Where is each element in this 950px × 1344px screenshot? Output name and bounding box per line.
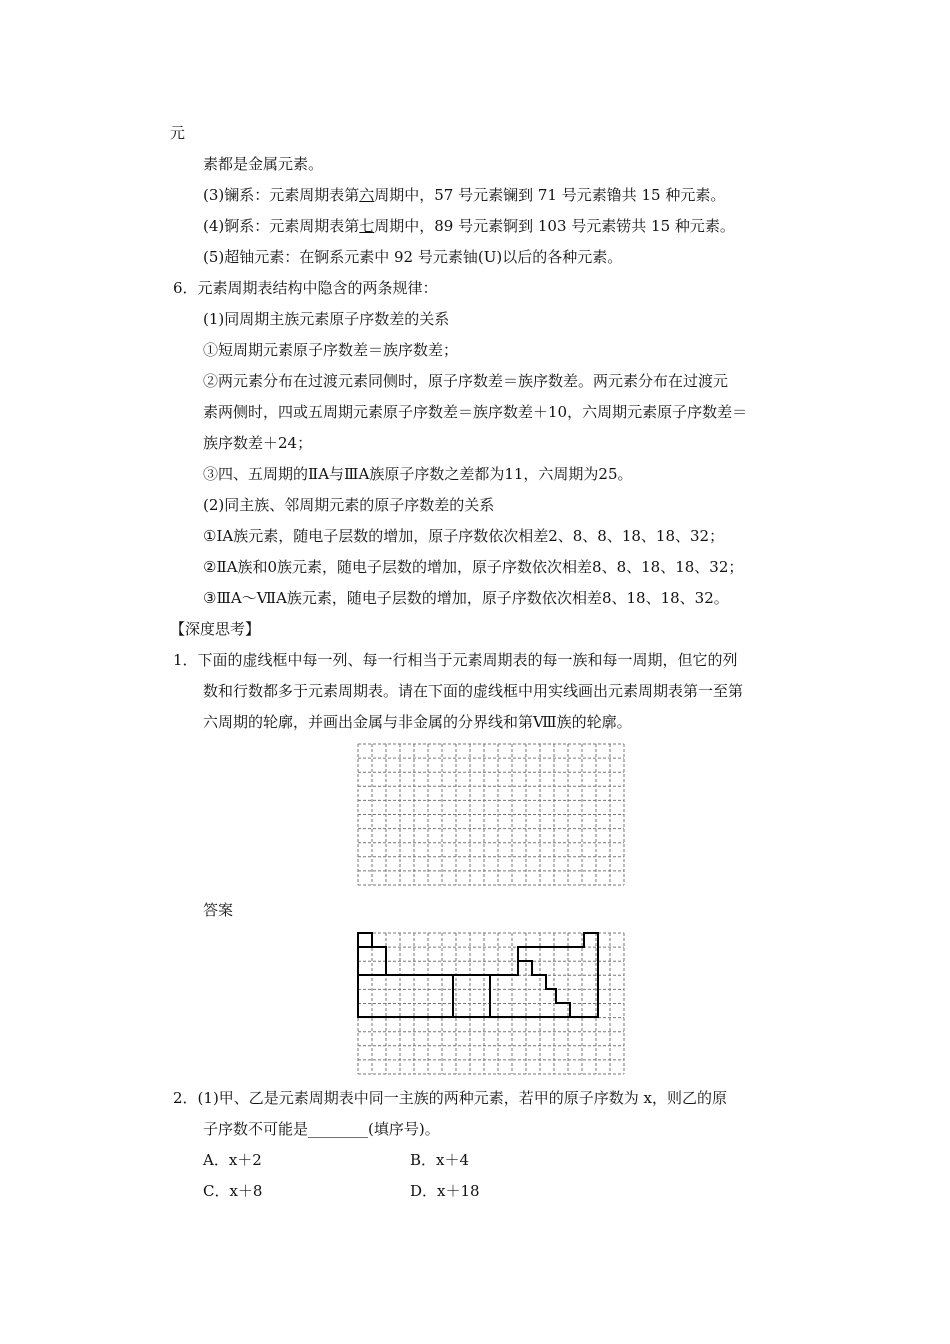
question-line: 六周期的轮廓，并画出金属与非金属的分界线和第Ⅷ族的轮廓。: [203, 713, 632, 731]
text-line: ①短周期元素原子序数差＝族序数差；: [203, 341, 459, 359]
question-line: 2．(1)甲、乙是元素周期表中同一主族的两种元素，若甲的原子序数为 x，则乙的原: [173, 1089, 728, 1107]
text-line: ②ⅡA族和0族元素，随电子层数的增加，原子序数依次相差8、8、18、18、32；: [203, 558, 744, 576]
section-heading: 【深度思考】: [170, 620, 261, 638]
text-line: 素两侧时，四或五周期元素原子序数差＝族序数差＋10，六周期元素原子序数差＝: [203, 403, 748, 421]
text-line: ②两元素分布在过渡元素同侧时，原子序数差＝族序数差。两元素分布在过渡元: [203, 372, 729, 390]
underlined-word: 七: [359, 217, 375, 235]
text-segment: 周期中，57 号元素镧到 71 号元素镥共 15 种元素。: [374, 186, 726, 204]
section-heading: 6．元素周期表结构中隐含的两条规律：: [173, 279, 438, 297]
option-a: A．x＋2: [203, 1151, 262, 1169]
text-segment: (4)锕系：元素周期表第: [203, 217, 360, 235]
text-line: ①ⅠA族元素，随电子层数的增加，原子序数依次相差2、8、8、18、18、32；: [203, 527, 725, 545]
text-segment: (3)镧系：元素周期表第: [203, 186, 360, 204]
text-line: (2)同主族、邻周期元素的原子序数差的关系: [203, 496, 495, 514]
option-b: B．x＋4: [410, 1151, 470, 1169]
table-outer-outline: [358, 933, 598, 1017]
text-line: [203, 216, 735, 236]
dashed-grid-blank: [357, 743, 625, 886]
option-c: C．x＋8: [203, 1182, 263, 1200]
option-d: D．x＋18: [410, 1182, 480, 1200]
text-line: (1)同周期主族元素原子序数差的关系: [203, 310, 450, 328]
text-line: 素都是金属元素。: [203, 155, 324, 173]
question-line: 子序数不可能是________(填序号)。: [203, 1120, 440, 1138]
text-line: 元: [170, 124, 186, 142]
question-line: 数和行数都多于元素周期表。请在下面的虚线框中用实线画出元素周期表第一至第: [203, 682, 744, 700]
text-line: [203, 185, 725, 205]
text-line: ③ⅢA～ⅦA族元素，随电子层数的增加，原子序数依次相差8、18、18、32。: [203, 589, 729, 607]
text-segment: 周期中，89 号元素锕到 103 号元素铹共 15 种元素。: [374, 217, 735, 235]
answer-label: 答案: [203, 901, 234, 919]
underlined-word: 六: [359, 186, 375, 204]
question-line: 1．下面的虚线框中每一列、每一行相当于元素周期表的每一族和每一周期，但它的列: [173, 651, 738, 669]
text-line: (5)超铀元素：在锕系元素中 92 号元素铀(U)以后的各种元素。: [203, 248, 623, 266]
text-line: 族序数差＋24；: [203, 434, 313, 452]
text-line: ③四、五周期的ⅡA与ⅢA族原子序数之差都为11，六周期为25。: [203, 465, 633, 483]
periodic-table-outline-diagram: [357, 932, 625, 1075]
